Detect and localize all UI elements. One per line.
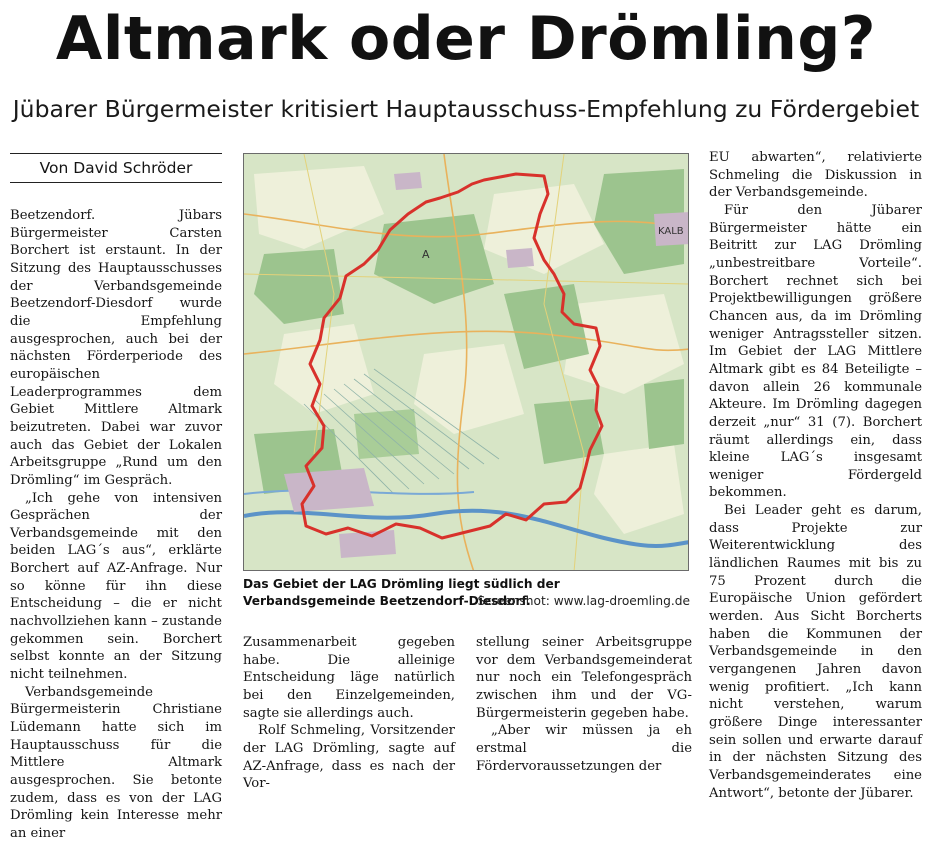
paragraph: „Ich gehe von intensiven Gesprächen der Verbandsgemeinde mit den beiden LAG´s aus“, erklärte Borchert auf AZ-Anfrage. Nur so könne für ihn diese Entscheidung – die er nicht nachvollziehen kann – zustande gekommen sein. Borchert selbst konnte an der Sitzung nicht teilnehmen. <box>10 490 222 683</box>
figure-caption: Das Gebiet der LAG Drömling liegt südlich der Verbandsgemeinde Beetzendorf-Diesdorf. <box>243 577 560 608</box>
paragraph: „Aber wir müssen ja eh erstmal die Fördervoraussetzungen der <box>476 723 692 774</box>
paragraph: Rolf Schmeling, Vorsitzender der LAG Drömling, sagte auf AZ-Anfrage, dass es nach der Vor- <box>243 723 455 792</box>
article-column-4 <box>709 149 922 802</box>
paragraph: Zusammenarbeit gegeben habe. Die alleinige Entscheidung läge natürlich bei den Einzelgemeinden, sagte sie allerdings auch. <box>243 635 455 721</box>
subheadline: Jübarer Bürgermeister kritisiert Hauptausschuss-Empfehlung zu Fördergebiet <box>12 95 920 123</box>
headline: Altmark oder Drömling? <box>55 4 877 74</box>
byline-rule-top <box>10 153 222 154</box>
map-screenshot <box>243 153 689 571</box>
article-column-3 <box>476 634 692 775</box>
map-graphic <box>244 154 689 571</box>
paragraph: Verbandsgemeinde Bürgermeisterin Christiane Lüdemann hatte sich im Hauptausschuss für die Mittlere Altmark ausgesprochen. Sie betonte zudem, dass es von der LAG Drömling kein Interesse mehr an einer <box>10 684 222 841</box>
paragraph: stellung seiner Arbeitsgruppe vor dem Verbandsgemeinderat nur noch ein Telefongespräch zwischen ihm und der VG-Bürgermeisterin gegeben habe. <box>476 635 692 721</box>
paragraph: Für den Jübarer Bürgermeister hätte ein Beitritt zur LAG Drömling „unbestreitbare Vorteile“. Borchert rechnet sich bei Projektbewilligungen größere Chancen aus, da im Drömling weniger Antragssteller sitzen. Im Gebiet der LAG Mittlere Altmark gibt es 84 Beteiligte – davon allein 26 kommunale Akteure. Im Drömling dagegen derzeit „nur“ 31 (7). Borchert räumt allerdings ein, dass kleine LAG´s insgesamt weniger Fördergeld bekommen. <box>709 202 922 501</box>
map-label-kalb: KALB <box>658 226 684 237</box>
article-column-2 <box>243 634 455 793</box>
paragraph: Bei Leader geht es darum, dass Projekte zur Weiterentwicklung des ländlichen Raumes mit bis zu 75 Prozent durch die Europäische Union gefördert werden. Aus Sicht Borcherts haben die Kommunen der Verbandsgemeinde in den vergangenen Jahren davon wenig profitiert. „Ich kann nicht verstehen, warum größere Dinge interessanter sein sollen und erwarte darauf in der nächsten Sitzung des Verbandsgemeinderates eine Antwort“, betonte der Jübarer. <box>709 503 922 801</box>
byline-rule-bottom <box>10 182 222 183</box>
map-label-a: A <box>422 248 430 261</box>
paragraph: EU abwarten“, relativierte Schmeling die Diskussion in der Verbandsgemeinde. <box>709 150 922 201</box>
article-column-1 <box>10 207 222 843</box>
paragraph: Beetzendorf. Jübars Bürgermeister Carsten Borchert ist erstaunt. In der Sitzung des Hauptausschusses der Verbandsgemeinde Beetzendorf-Diesdorf wurde die Empfehlung ausgesprochen, auch bei der nächsten Förderperiode des europäischen Leaderprogrammes dem Gebiet Mittlere Altmark beizutreten. Dabei war zuvor auch das Gebiet der Lokalen Arbeitsgruppe „Rund um den Drömling“ im Gespräch. <box>10 208 222 488</box>
figure-credit: Screenshot: www.lag-droemling.de <box>477 594 690 608</box>
byline: Von David Schröder <box>39 159 193 177</box>
